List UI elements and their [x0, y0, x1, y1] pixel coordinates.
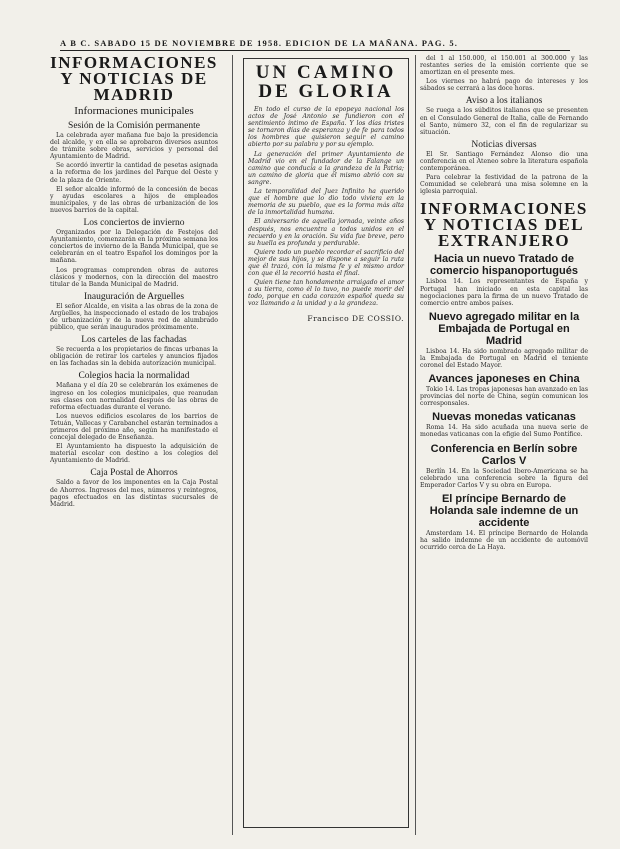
section-title: Conferencia en Berlín sobre Carlos V [430, 442, 578, 467]
article-paragraph: del 1 al 150.000, el 150.001 al 300.000 y las restantes series de la emisión corriente que se amortizan en el presente mes. [420, 55, 588, 77]
right-column [420, 55, 588, 845]
section-title: Nuevas monedas vaticanas [432, 411, 576, 424]
right-top-text [420, 55, 588, 92]
madrid-subheadline: Informaciones municipales [74, 105, 194, 117]
article-paragraph: Mañana y el día 20 se celebrarán los exámenes de ingreso en los colegios municipales, que reanudan sus clases con normalidad después de las obras de reforma efectuadas durante el verano. [50, 382, 218, 411]
article-paragraph: Amsterdam 14. El príncipe Bernardo de Holanda ha salido indemne de un accidente de automóvil ocurrido cerca de La Haya. [420, 529, 588, 551]
section-title: Hacia un nuevo Tratado de comercio hispanoportugués [430, 253, 578, 278]
column-rule [232, 55, 233, 835]
section-title: El príncipe Bernardo de Holanda sale indemne de un accidente [429, 492, 579, 529]
center-headline: UN CAMINO DE GLORIA [255, 62, 397, 102]
right-sections-b [420, 253, 588, 551]
article-paragraph: Para celebrar la festividad de la patrona de la Comunidad se celebrará una misa solemne en la iglesia parroquial. [420, 174, 588, 196]
section-title: Los carteles de las fachadas [81, 335, 187, 346]
section-title: Avances japoneses en China [428, 373, 580, 386]
section-title: Noticias diversas [471, 139, 537, 150]
article-paragraph: La temporalidad del Juez Infinito ha querido que el hombre que lo dio todo viviera en la memoria de su pueblo, que es la forma más alta de la inmortalidad humana. [248, 188, 404, 217]
running-head: A B C. SABADO 15 DE NOVIEMBRE DE 1958. EDICION DE LA MAÑANA. PAG. 5. [60, 38, 570, 51]
center-column [243, 58, 409, 828]
column-rule [415, 55, 416, 835]
article-paragraph: El aniversario de aquella jornada, veinte años después, nos encuentra a todos unidos en el recuerdo y en la oración. Su vida fue breve, pero su huella es profunda y perdurable. [248, 218, 404, 247]
right-sections-a [420, 96, 588, 195]
article-paragraph: Quiere todo un pueblo recordar el sacrificio del mejor de sus hijos, y se dispone a seguir la ruta que él trazó, con la misma fe y el mismo ardor con que él la recorrió hasta el final. [248, 248, 404, 278]
article-paragraph: Lisboa 14. Ha sido nombrado agregado militar de la Embajada de Portugal en Madrid el teniente coronel del Estado Mayor. [420, 347, 588, 369]
section-title: Aviso a los italianos [465, 96, 543, 107]
article-paragraph: Berlín 14. En la Sociedad Ibero-Americana se ha celebrado una conferencia sobre la figura del Emperador Carlos V y su obra en Europa. [420, 467, 588, 489]
section-title: Inauguración de Arguelles [83, 291, 185, 302]
article-paragraph: Saldo a favor de los imponentes en la Caja Postal de Ahorros. Ingresos del mes, números y reintegros, pagos efectuados en las distintas sucursales de Madrid. [50, 479, 218, 508]
article-paragraph: Quien tiene tan hondamente arraigado el amor a su tierra, como él lo tuvo, no puede morir del todo, porque en cada corazón español queda su voz llamando a la unidad y a la grandeza. [248, 279, 404, 308]
article-paragraph: El señor Alcalde, en visita a las obras de la zona de Argüelles, ha inspeccionado el estado de los trabajos de urbanización y de la nueva red de alumbrado público, que serán inaugurados próximamente. [50, 302, 218, 332]
section-title: Los conciertos de invierno [83, 218, 185, 229]
article-paragraph: La generación del primer Ayuntamiento de Madrid vio en el fundador de la Falange un camino que conducía a la grandeza de la Patria; un camino de gloria que él mismo abrió con su sangre. [248, 150, 404, 186]
article-paragraph: Los programas comprenden obras de autores clásicos y modernos, con la dirección del maestro titular de la Banda Municipal de Madrid. [50, 266, 218, 288]
section-title: Sesión de la Comisión permanente [68, 121, 200, 131]
article-paragraph: Se recuerda a los propietarios de fincas urbanas la obligación de retirar los carteles y anuncios fijados en las fachadas sin la debida autorización municipal. [50, 346, 218, 368]
madrid-sections [50, 121, 218, 508]
article-paragraph: Se acordó invertir la cantidad de pesetas asignada a la reforma de los jardines del Parque del Oeste y de la plaza de Oriente. [50, 162, 218, 184]
article-paragraph: En todo el curso de la epopeya nacional los actos de José Antonio se fundieron con el sentimiento íntimo de España. Y los días tristes se tornaron días de esperanza y de fe para todos los hombres que quisieron seguir el camino abierto por su palabra y por su ejemplo. [248, 106, 404, 149]
article-paragraph: Los nuevos edificios escolares de los barrios de Tetuán, Vallecas y Carabanchel estarán terminados a primeros del próximo año, según ha manifestado el concejal delegado de Enseñanza. [50, 412, 218, 442]
article-paragraph: Se ruega a los súbditos italianos que se presenten en el Consulado General de Italia, calle de Fernando el Santo, número 32, con el fin de regularizar su situación. [420, 107, 588, 136]
section-title: Colegios hacia la normalidad [78, 371, 190, 382]
article-paragraph: El Ayuntamiento ha dispuesto la adquisición de material escolar con destino a los colegios del Ayuntamiento de Madrid. [50, 443, 218, 465]
article-signature: Francisco DE COSSIO. [307, 313, 404, 323]
section-title: Caja Postal de Ahorros [90, 468, 178, 479]
center-article [248, 106, 404, 308]
article-paragraph: Tokio 14. Las tropas japonesas han avanzado en las provincias del norte de China, según comunican los corresponsales. [420, 386, 588, 408]
foreign-headline: INFORMACIONES Y NOTICIAS DEL EXTRANJERO [420, 199, 588, 251]
article-paragraph: Organizados por la Delegación de Festejos del Ayuntamiento, comenzarán en la próxima semana los conciertos de invierno de la Banda Municipal, que se celebrarán en el teatro Español los domingos por la mañana. [50, 229, 218, 265]
article-paragraph: El señor alcalde informó de la concesión de becas y ayudas escolares a hijos de empleados municipales, y de las obras de urbanización de los nuevos barrios de la capital. [50, 185, 218, 214]
section-title: Nuevo agregado militar en la Embajada de Portugal en Madrid [428, 310, 580, 347]
article-paragraph: Los viernes no habrá pago de intereses y los sábados se cerrará a las doce horas. [420, 78, 588, 93]
madrid-headline: INFORMACIONES Y NOTICIAS DE MADRID [50, 55, 218, 104]
article-paragraph: La celebrada ayer mañana fue bajo la presidencia del alcalde, y en ella se aprobaron diversos asuntos de trámite sobre obras, servicios y personal del Ayuntamiento de Madrid. [50, 132, 218, 161]
article-paragraph: El Sr. Santiago Fernández Alonso dio una conferencia en el Ateneo sobre la literatura española contemporánea. [420, 150, 588, 173]
article-paragraph: Roma 14. Ha sido acuñada una nueva serie de monedas vaticanas con la efigie del Sumo Pontífice. [420, 424, 588, 439]
article-paragraph: Lisboa 14. Los representantes de España y Portugal han iniciado en esta capital las negociaciones para la firma de un nuevo Tratado de comercio entre ambos países. [420, 278, 588, 307]
left-column [50, 55, 218, 845]
